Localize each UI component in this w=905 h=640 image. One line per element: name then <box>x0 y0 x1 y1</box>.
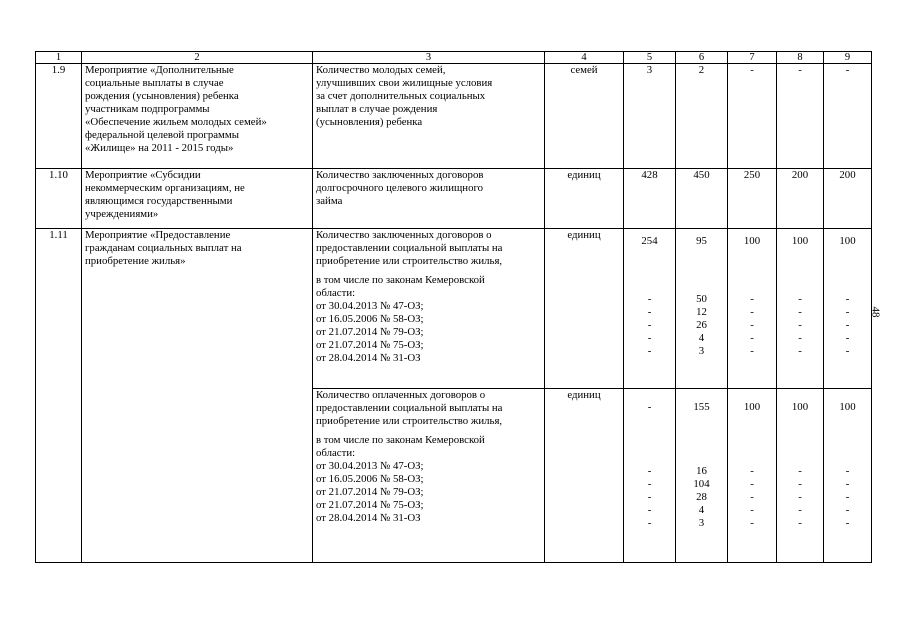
event-text: являющимся государственными <box>85 195 233 207</box>
event-text: федеральной целевой программы <box>85 129 239 141</box>
indicator-text: Количество оплаченных договоров о <box>316 389 486 401</box>
value-item: - <box>845 306 850 318</box>
event-text: гражданам социальных выплат на <box>85 242 242 254</box>
header-cell: 7 <box>728 52 777 64</box>
table-row-1-10 <box>36 169 872 229</box>
unit-cell: единиц <box>545 169 624 229</box>
value-column <box>676 389 728 563</box>
table-row-1-11-concluded <box>36 229 872 389</box>
value-item: - <box>845 345 850 357</box>
value-item: - <box>798 319 802 331</box>
row-number: 1.9 <box>36 64 82 169</box>
value-cell: - <box>824 64 872 169</box>
value-item: - <box>750 293 754 305</box>
indicator-text: приобретение или строительство жилья, <box>316 255 503 267</box>
page-number: 48 <box>869 306 882 318</box>
value-cell: - <box>777 64 824 169</box>
value-item: - <box>647 306 652 318</box>
value-item: - <box>750 306 754 318</box>
value-item: - <box>798 478 802 490</box>
indicator-cell <box>313 389 545 563</box>
indicator-text: (усыновления) ребенка <box>316 116 423 128</box>
value-item: - <box>798 504 802 516</box>
value-item: - <box>845 517 850 529</box>
law-reference: от 16.05.2006 № 58-ОЗ; <box>316 473 424 485</box>
law-reference: от 21.07.2014 № 79-ОЗ; <box>316 326 424 338</box>
law-reference: от 21.07.2014 № 75-ОЗ; <box>316 339 424 351</box>
indicator-text: области: <box>316 447 356 459</box>
value-item: - <box>750 465 754 477</box>
value-cell: 450 <box>676 169 728 229</box>
indicator-text: улучшивших свои жилищные условия <box>316 77 493 89</box>
indicator-cell <box>313 229 545 389</box>
value-item: - <box>647 345 652 357</box>
value-column <box>728 229 777 389</box>
value-total: 100 <box>743 235 761 247</box>
value-item: 3 <box>698 345 705 357</box>
value-total: 95 <box>696 235 707 247</box>
value-column <box>624 229 676 389</box>
value-total: 100 <box>839 235 856 247</box>
value-item: 4 <box>698 504 705 516</box>
indicator-text: приобретение или строительство жилья, <box>316 415 503 427</box>
value-item: - <box>647 504 652 516</box>
value-cell: 428 <box>624 169 676 229</box>
header-cell: 5 <box>624 52 676 64</box>
indicator-text: Количество заключенных договоров о <box>316 229 492 241</box>
value-item: - <box>750 491 754 503</box>
value-item: - <box>750 478 754 490</box>
indicators-table <box>35 51 872 563</box>
value-item: 12 <box>696 306 707 318</box>
indicator-text: области: <box>316 287 356 299</box>
value-item: 50 <box>696 293 707 305</box>
value-item: 104 <box>693 478 710 490</box>
indicator-text: в том числе по законам Кемеровской <box>316 434 485 446</box>
event-text: Мероприятие «Субсидии <box>85 169 201 181</box>
value-item: - <box>845 504 850 516</box>
header-cell: 1 <box>36 52 82 64</box>
indicator-text: выплат в случае рождения <box>316 103 438 115</box>
table-row-1-9 <box>36 64 872 169</box>
value-total: 155 <box>693 401 710 413</box>
value-item: - <box>647 319 652 331</box>
indicator-text: Количество молодых семей, <box>316 64 446 76</box>
event-text: некоммерческим организациям, не <box>85 182 245 194</box>
indicator-text: займа <box>316 195 343 207</box>
indicator-text: долгосрочного целевого жилищного <box>316 182 484 194</box>
law-reference: от 21.07.2014 № 75-ОЗ; <box>316 499 424 511</box>
value-item: - <box>647 332 652 344</box>
event-cell <box>82 229 313 563</box>
value-item: - <box>845 465 850 477</box>
unit-cell: единиц <box>545 229 624 389</box>
value-column <box>624 389 676 563</box>
value-item: - <box>647 293 652 305</box>
event-text: рождения (усыновления) ребенка <box>85 90 239 102</box>
value-item: - <box>798 491 802 503</box>
event-text: «Жилище» на 2011 - 2015 годы» <box>85 142 234 154</box>
law-reference: от 28.04.2014 № 31-ОЗ <box>316 512 421 524</box>
value-item: - <box>798 465 802 477</box>
value-item: - <box>750 319 754 331</box>
value-cell: 200 <box>824 169 872 229</box>
value-column <box>777 229 824 389</box>
row-number: 1.10 <box>36 169 82 229</box>
event-text: Мероприятие «Дополнительные <box>85 64 234 76</box>
value-item: - <box>750 332 754 344</box>
header-cell: 9 <box>824 52 872 64</box>
value-item: - <box>750 504 754 516</box>
value-total: 100 <box>791 235 809 247</box>
value-cell: 200 <box>777 169 824 229</box>
value-item: - <box>845 293 850 305</box>
value-item: - <box>845 319 850 331</box>
value-total: 100 <box>839 401 856 413</box>
header-cell: 2 <box>82 52 313 64</box>
indicator-text: в том числе по законам Кемеровской <box>316 274 485 286</box>
value-column <box>824 389 872 563</box>
value-item: 16 <box>696 465 707 477</box>
header-cell: 4 <box>545 52 624 64</box>
value-item: 26 <box>696 319 707 331</box>
value-cell: 250 <box>728 169 777 229</box>
value-item: 4 <box>698 332 705 344</box>
law-reference: от 30.04.2013 № 47-ОЗ; <box>316 300 424 312</box>
indicator-text: Количество заключенных договоров <box>316 169 484 181</box>
value-column <box>777 389 824 563</box>
law-reference: от 30.04.2013 № 47-ОЗ; <box>316 460 424 472</box>
value-item: - <box>647 491 652 503</box>
indicator-text: за счет дополнительных социальных <box>316 90 486 102</box>
value-item: - <box>647 478 652 490</box>
value-item: - <box>845 332 850 344</box>
value-item: 28 <box>696 491 707 503</box>
event-text: учреждениями» <box>85 208 159 220</box>
law-reference: от 16.05.2006 № 58-ОЗ; <box>316 313 424 325</box>
indicator-cell <box>313 169 545 229</box>
value-total: 100 <box>791 401 809 413</box>
value-column <box>728 389 777 563</box>
value-column <box>824 229 872 389</box>
indicator-text: предоставлении социальной выплаты на <box>316 402 503 414</box>
event-text: «Обеспечение жильем молодых семей» <box>85 116 267 128</box>
indicator-text: предоставлении социальной выплаты на <box>316 242 503 254</box>
row-number: 1.11 <box>36 229 82 563</box>
value-item: - <box>647 517 652 529</box>
value-total: - <box>647 401 652 413</box>
event-text: участникам подпрограммы <box>85 103 210 115</box>
value-item: - <box>798 293 802 305</box>
value-cell: 2 <box>676 64 728 169</box>
value-item: - <box>798 517 802 529</box>
value-item: - <box>798 345 802 357</box>
value-item: - <box>798 332 802 344</box>
column-number-row <box>36 52 872 64</box>
event-text: приобретение жилья» <box>85 255 186 267</box>
law-reference: от 28.04.2014 № 31-ОЗ <box>316 352 421 364</box>
value-item: 3 <box>698 517 705 529</box>
value-item: - <box>750 345 754 357</box>
event-text: Мероприятие «Предоставление <box>85 229 231 241</box>
value-column <box>676 229 728 389</box>
event-cell <box>82 64 313 169</box>
indicator-cell <box>313 64 545 169</box>
header-cell: 8 <box>777 52 824 64</box>
value-item: - <box>750 517 754 529</box>
value-total: 100 <box>743 401 761 413</box>
value-total: 254 <box>641 235 658 247</box>
law-reference: от 21.07.2014 № 79-ОЗ; <box>316 486 424 498</box>
header-cell: 3 <box>313 52 545 64</box>
unit-cell: единиц <box>545 389 624 563</box>
value-item: - <box>845 478 850 490</box>
unit-cell: семей <box>545 64 624 169</box>
event-text: социальные выплаты в случае <box>85 77 224 89</box>
event-cell <box>82 169 313 229</box>
value-item: - <box>798 306 802 318</box>
value-cell: - <box>728 64 777 169</box>
header-cell: 6 <box>676 52 728 64</box>
value-item: - <box>647 465 652 477</box>
value-cell: 3 <box>624 64 676 169</box>
value-item: - <box>845 491 850 503</box>
